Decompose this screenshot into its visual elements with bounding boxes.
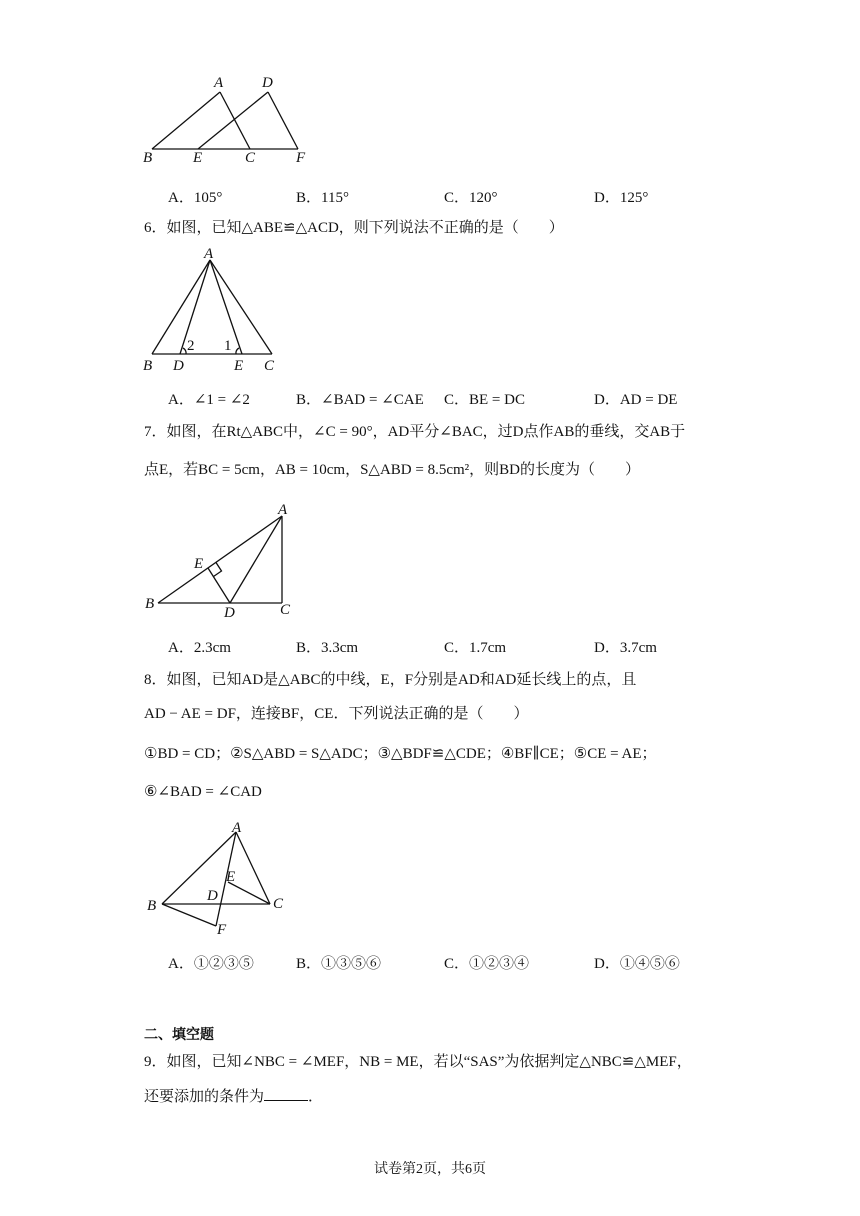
q7-label-D: D — [224, 605, 235, 621]
q6-label-C: C — [264, 358, 275, 374]
q5-figure — [140, 70, 320, 170]
q7-option-c[interactable]: C．1.7cm — [444, 640, 507, 656]
q6-label-A: A — [204, 246, 214, 262]
q6-segment-AC — [210, 260, 272, 354]
q9-stem-line1: 9．如图，已知∠NBC = ∠MEF，NB = ME，若以“SAS”为依据判定△NBC≌△MEF， — [144, 1054, 692, 1070]
q8-statements-line2: ⑥∠BAD = ∠CAD — [144, 784, 262, 800]
q7-segment-AD — [230, 516, 282, 603]
q7-option-b[interactable]: B．3.3cm — [296, 640, 359, 656]
q8-stem-line2: AD − AE = DF，连接BF，CE．下列说法正确的是（ ） — [144, 706, 529, 722]
q5-option-c[interactable]: C．120° — [444, 190, 498, 206]
q6-label-B: B — [143, 358, 153, 374]
q6-option-a[interactable]: A．∠1 = ∠2 — [168, 392, 250, 408]
q6-label-D: D — [173, 358, 184, 374]
q8-option-b[interactable]: B．①③⑤⑥ — [296, 956, 382, 972]
q7-option-d[interactable]: D．3.7cm — [594, 640, 657, 656]
q5-label-D: D — [262, 75, 273, 91]
q5-label-A: A — [214, 75, 224, 91]
q7-label-B: B — [145, 596, 155, 612]
q7-option-a[interactable]: A．2.3cm — [168, 640, 231, 656]
q6-angle-2-arc — [183, 348, 186, 354]
q6-label-2: 2 — [187, 338, 195, 354]
q6-segment-AB — [152, 260, 210, 354]
q8-label-F: F — [217, 922, 227, 938]
section-heading: 二、填空题 — [144, 1027, 214, 1043]
q8-label-C: C — [273, 896, 284, 912]
q7-segment-AB — [158, 516, 282, 603]
q5-label-B: B — [143, 150, 153, 166]
q5-segment-AB — [152, 92, 220, 149]
q8-statements-line1: ①BD = CD；②S△ABD = S△ADC；③△BDF≌△CDE；④BF∥CE；⑤CE = AE； — [144, 746, 657, 762]
q9-answer-blank[interactable] — [264, 1086, 308, 1101]
q7-right-angle-mark — [214, 563, 222, 577]
q6-label-E: E — [234, 358, 244, 374]
q5-option-d[interactable]: D．125° — [594, 190, 649, 206]
q5-option-b[interactable]: B．115° — [296, 190, 349, 206]
q7-stem-line1: 7．如图，在Rt△ABC中，∠C = 90°，AD平分∠BAC，过D点作AB的垂线，交AB于 — [144, 424, 686, 440]
q5-label-F: F — [296, 150, 306, 166]
q7-figure — [140, 500, 310, 622]
q8-stem-line1: 8．如图，已知AD是△ABC的中线，E，F分别是AD和AD延长线上的点，且 — [144, 672, 637, 688]
q8-segment-CE — [228, 882, 270, 904]
q9-stem-line2-text: 还要添加的条件为 — [144, 1089, 265, 1105]
q7-stem-line2: 点E，若BC = 5cm，AB = 10cm，S△ABD = 8.5cm²，则BD的长度为（ ） — [144, 462, 640, 478]
q8-label-B: B — [147, 898, 157, 914]
q7-label-E: E — [194, 556, 204, 572]
q8-option-c[interactable]: C．①②③④ — [444, 956, 530, 972]
q8-segment-BF — [162, 904, 216, 926]
q8-label-A: A — [232, 820, 242, 836]
q5-segment-DE — [198, 92, 268, 149]
q5-label-C: C — [245, 150, 256, 166]
q7-label-A: A — [278, 502, 288, 518]
q8-segment-AC — [236, 832, 270, 904]
q8-figure — [140, 818, 300, 938]
q8-option-d[interactable]: D．①④⑤⑥ — [594, 956, 680, 972]
page-footer: 试卷第2页，共6页 — [374, 1162, 486, 1177]
q6-segment-AD — [180, 260, 210, 354]
q8-option-a[interactable]: A．①②③⑤ — [168, 956, 254, 972]
q8-label-E: E — [226, 869, 236, 885]
q5-option-a[interactable]: A．105° — [168, 190, 223, 206]
q6-angle-1-arc — [236, 348, 239, 354]
q8-segment-AB — [162, 832, 236, 904]
q5-label-E: E — [193, 150, 203, 166]
q9-stem-line2 — [144, 1086, 323, 1107]
q6-label-1: 1 — [224, 338, 232, 354]
q7-label-C: C — [280, 602, 291, 618]
q6-figure — [140, 246, 290, 376]
q6-option-c[interactable]: C．BE = DC — [444, 392, 525, 408]
q8-label-D: D — [207, 888, 218, 904]
q6-stem: 6．如图，已知△ABE≌△ACD，则下列说法不正确的是（ ） — [144, 220, 564, 236]
q9-stem-line2-end: ． — [308, 1089, 324, 1105]
q6-option-d[interactable]: D．AD = DE — [594, 392, 678, 408]
q5-segment-DF — [268, 92, 298, 149]
q5-segment-AC — [220, 92, 250, 149]
q6-option-b[interactable]: B．∠BAD = ∠CAE — [296, 392, 424, 408]
